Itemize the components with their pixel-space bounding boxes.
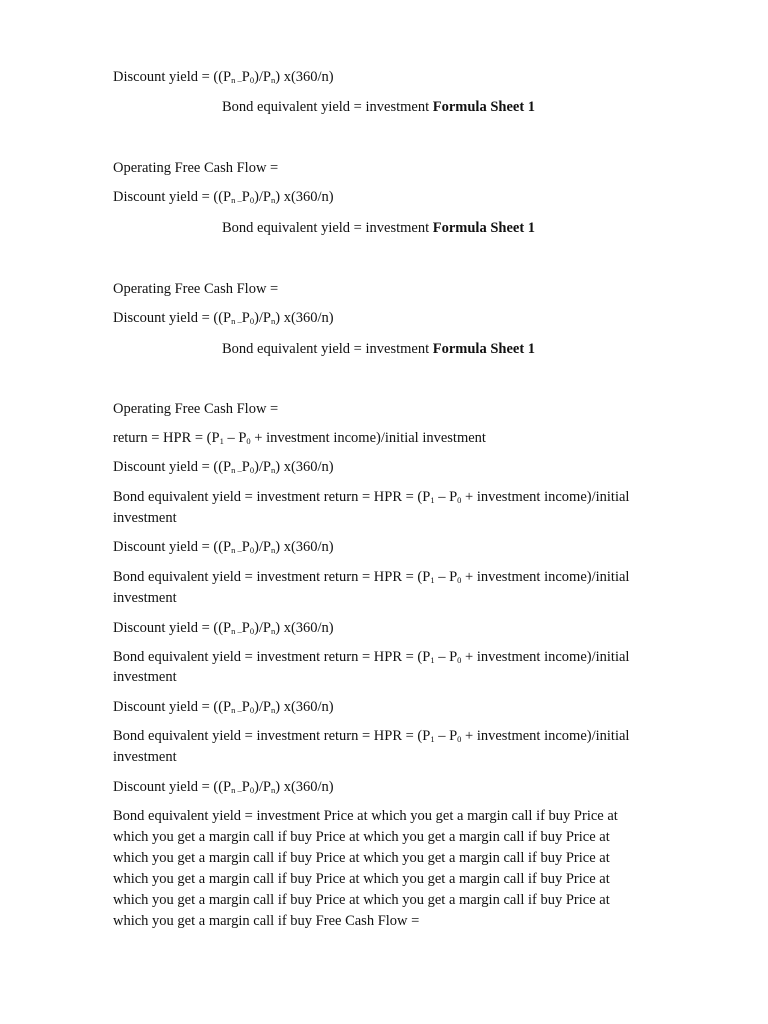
discount-yield-formula: Discount yield = (($P_n$ $_-P_0)/P_n$) x(360/n) [113, 539, 334, 555]
discount-yield-formula: Discount yield = (($P_n$ $_-P_0)/P_n$) x(360/n) [113, 189, 334, 205]
bond-equivalent-yield-hpr-cont: investment [113, 590, 177, 606]
formula-sheet-title: Formula Sheet 1 [432, 220, 536, 236]
bond-equivalent-yield-hpr: Bond equivalent yield = investment return = HPR = ($P_1 - P_0$ + investment income)/initial [113, 489, 630, 505]
bond-equivalent-yield-heading: Bond equivalent yield = investment Formula Sheet 1 [222, 341, 536, 357]
discount-yield-formula: Discount yield = (($P_n$ $_-P_0)/P_n$) x(360/n) [113, 310, 334, 326]
hpr-formula: return = HPR = ($P_1 - P_0$ + investment income)/initial investment [113, 430, 486, 446]
operating-free-cash-flow: Operating Free Cash Flow = [113, 401, 279, 417]
bond-equivalent-yield-hpr: Bond equivalent yield = investment return = HPR = ($P_1 - P_0$ + investment income)/initial [113, 649, 630, 665]
discount-yield-formula: Discount yield = (($P_n$ $_-P_0)/P_n$) x(360/n) [113, 699, 334, 715]
bond-equivalent-yield-heading: Bond equivalent yield = investment Formula Sheet 1 [222, 99, 536, 115]
operating-free-cash-flow: Operating Free Cash Flow = [113, 281, 279, 297]
bond-equivalent-yield-hpr-cont: investment [113, 510, 177, 526]
bond-equivalent-yield-hpr-cont: investment [113, 749, 177, 765]
margin-call-paragraph: Bond equivalent yield = investment Price at which you get a margin call if buy Price at which you get a margin call if buy Price at which you get a margin call if buy Price at which you get a margin call if buy Price at which you get a margin call if buy Price at which you get a margin call if buy Price at which you get a margin call if buy Price at which you get a margin call if buy Price at which you get a margin call if buy Price at which you get a margin call if buy Free Cash Flow = [113, 808, 618, 929]
formula-sheet-title: Formula Sheet 1 [432, 99, 536, 115]
discount-yield-formula: Discount yield = (($P_n$ $_-P_0)/P_n$) x(360/n) [113, 620, 334, 636]
discount-yield-formula: Discount yield = (($P_n$ $_-P_0)/P_n$) x(360/n) [113, 69, 334, 85]
discount-yield-formula: Discount yield = (($P_n$ $_-P_0)/P_n$) x(360/n) [113, 459, 334, 475]
bond-equivalent-yield-hpr: Bond equivalent yield = investment return = HPR = ($P_1 - P_0$ + investment income)/initial [113, 728, 630, 744]
discount-yield-formula: Discount yield = (($P_n$ $_-P_0)/P_n$) x(360/n) [113, 779, 334, 795]
bond-equivalent-yield-hpr-cont: investment [113, 669, 177, 685]
formula-sheet-title: Formula Sheet 1 [432, 341, 536, 357]
bond-equivalent-yield-heading: Bond equivalent yield = investment Formula Sheet 1 [222, 220, 536, 236]
operating-free-cash-flow: Operating Free Cash Flow = [113, 160, 279, 176]
bond-equivalent-yield-hpr: Bond equivalent yield = investment return = HPR = ($P_1 - P_0$ + investment income)/initial [113, 569, 630, 585]
